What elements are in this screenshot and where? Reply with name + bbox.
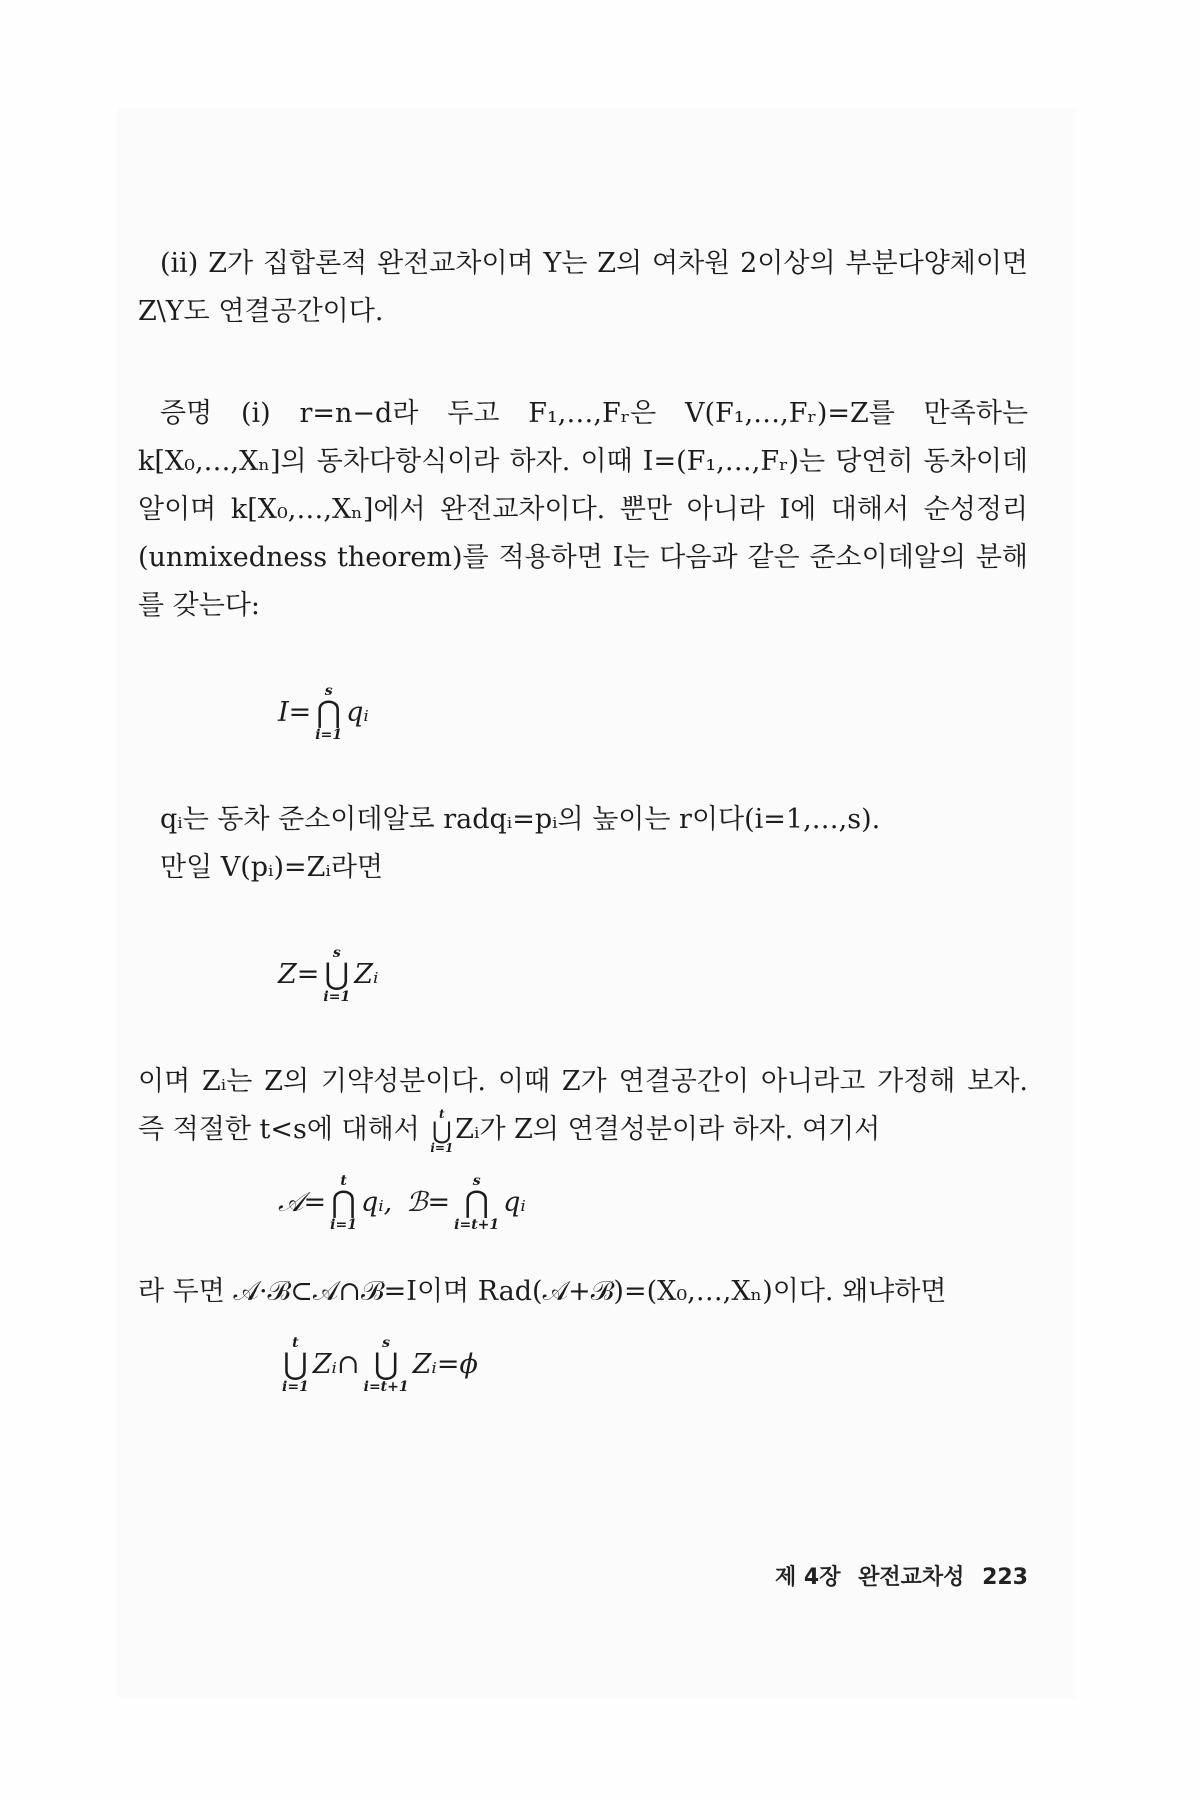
para3-inline-bigcup: [430, 1108, 453, 1154]
eq4-a-bigcup: [282, 1336, 309, 1394]
para3-op-upper: t: [439, 1106, 445, 1121]
footer-title: 완전교차성: [858, 1565, 965, 1590]
eq4-b-bigcup: [364, 1336, 409, 1394]
line-if: 만일 V(pᵢ)=Zᵢ라면: [160, 852, 384, 883]
equation-empty-intersection: [278, 1336, 1028, 1394]
eq2-lower: i=1: [323, 989, 351, 1005]
eq1-bigcap: [315, 684, 342, 742]
eq1-lhs: I=: [278, 697, 312, 728]
eq1-symbol: ⋂: [316, 695, 341, 730]
eq3-b-rhs: qᵢ: [503, 1187, 526, 1218]
eq3-a-lhs: 𝒜=: [278, 1187, 327, 1218]
para3-text-a: 이며 Zᵢ는 Z의 기약성분이다. 이때 Z가 연결공간이 아니라고 가정해 보자. 즉 적절한 t<s에 대해서: [138, 1066, 1028, 1145]
eq1-upper: s: [324, 683, 333, 699]
eq4-a-rhs: Zᵢ∩: [312, 1349, 360, 1380]
eq4-a-lower: i=1: [282, 1379, 309, 1395]
eq4-a-symbol: ⋃: [283, 1347, 308, 1382]
eq3-a-bigcap: [330, 1174, 357, 1232]
eq3-b-upper: s: [472, 1173, 481, 1189]
proof-intro: 증명 (i) r=n−d라 두고 F₁,…,Fᵣ은 V(F₁,…,Fᵣ)=Z를 만족하는 k[X₀,…,Xₙ]의 동차다항식이라 하자. 이때 I=(F₁,…,Fᵣ)는 당연히 동차이데알이며 k[X₀,…,Xₙ]에서 완전교차이다. 뿐만 아니라 I에 대해서 순성정리(unmixedness theorem)를 적용하면 I는 다음과 같은 준소이데알의 분해를 갖는다:: [138, 398, 1028, 621]
page-content: [138, 240, 1028, 1394]
eq3-a-lower: i=1: [330, 1217, 357, 1233]
para3-text-b: Zᵢ가 Z의 연결성분이라 하자. 여기서: [455, 1114, 881, 1145]
eq4-b-lower: i=t+1: [363, 1379, 409, 1395]
eq3-b-symbol: ⋂: [464, 1185, 489, 1220]
eq2-upper: s: [332, 945, 341, 961]
eq3-b-lhs: ℬ=: [406, 1187, 451, 1218]
eq1-lower: i=1: [315, 727, 343, 743]
equation-ideals-a-b: [278, 1174, 1028, 1232]
eq3-b-lower: i=t+1: [454, 1217, 500, 1233]
running-footer: [706, 1560, 1028, 1591]
equation-intersection-ideal: [278, 684, 1028, 742]
eq2-bigcup: [323, 946, 350, 1004]
page-number: 223: [982, 1565, 1028, 1590]
para3-op-lower: i=1: [430, 1140, 454, 1155]
para3-op-symbol: ⋃: [431, 1116, 452, 1145]
eq1-rhs: qᵢ: [346, 697, 369, 728]
para-connectedness: [138, 1058, 1028, 1154]
footer-chapter: 제 4장: [774, 1565, 841, 1590]
item-ii: (ii) Z가 집합론적 완전교차이며 Y는 Z의 여차원 2이상의 부분다양체이면 Z\Y도 연결공간이다.: [138, 248, 1028, 327]
eq3-b-bigcap: [454, 1174, 499, 1232]
para-radical: 라 두면 𝒜·ℬ⊂𝒜∩ℬ=I이며 Rad(𝒜+ℬ)=(X₀,…,Xₙ)이다. 왜냐하면: [138, 1276, 947, 1307]
eq4-b-symbol: ⋃: [373, 1347, 399, 1382]
eq2-symbol: ⋃: [324, 957, 350, 992]
eq4-a-upper: t: [292, 1335, 299, 1351]
eq3-a-upper: t: [340, 1173, 347, 1189]
line-qi: qᵢ는 동차 준소이데알로 radqᵢ=pᵢ의 높이는 r이다(i=1,…,s).: [160, 804, 881, 835]
eq3-a-rhs: qᵢ,: [360, 1187, 393, 1218]
eq3-a-symbol: ⋂: [331, 1185, 356, 1220]
eq4-b-upper: s: [382, 1335, 391, 1351]
eq2-rhs: Zᵢ: [354, 959, 379, 990]
eq2-lhs: Z=: [278, 959, 320, 990]
eq4-b-rhs: Zᵢ=ϕ: [412, 1349, 478, 1380]
equation-union-components: [278, 946, 1028, 1004]
